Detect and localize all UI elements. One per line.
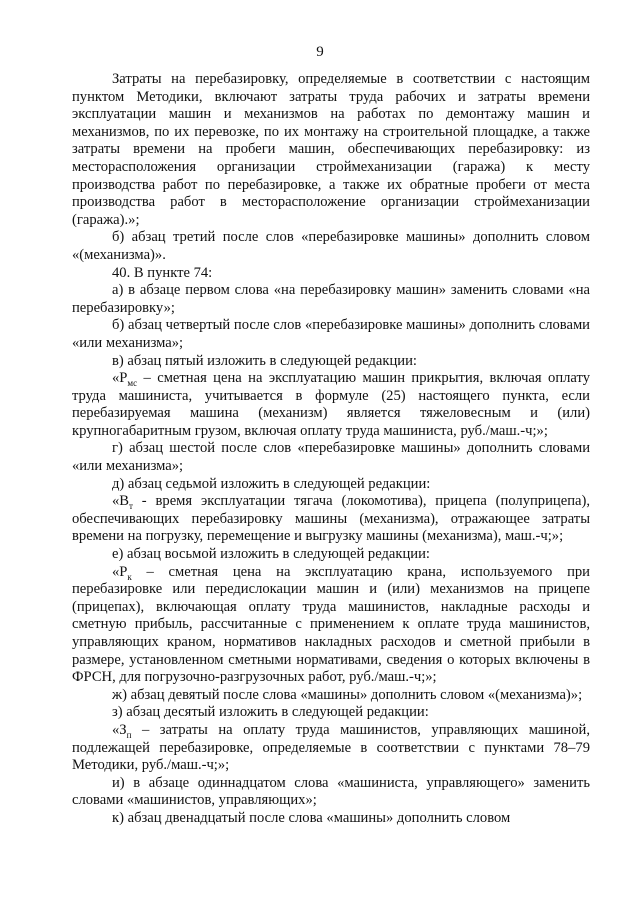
formula-definition-vt [72,493,590,546]
paragraph-zh-abzac-devyatiy: ж) абзац девятый после слова «машины» дополнить словом «(механизма)»; [112,686,583,703]
paragraph-b-abzac-tretiy: б) абзац третий после слов «перебазировке машины» дополнить словом «(механизма)». [72,229,590,263]
paragraph-e-abzac-vosmoy: е) абзац восьмой изложить в следующей редакции: [112,546,430,563]
formula-definition-pk [72,564,590,687]
paragraph-z-abzac-desyatiy: з) абзац десятый изложить в следующей редакции: [112,704,429,721]
formula-subscript: мс [127,378,138,388]
formula-subscript: п [126,729,132,740]
formula-subscript: к [127,571,132,582]
page-number: 9 [316,44,324,60]
paragraph-a-abzac-perviy: а) в абзаце первом слова «на перебазировку машин» заменить словами «на перебазировку»; [72,282,590,316]
formula-subscript: т [129,501,133,512]
formula-text: - время эксплуатации тягача (локомотива), прицепа (полуприцепа), обеспечивающих перебазировку машины (механизма), отражающее затраты времени на погрузку, перемещение и выгрузку машины (механизма), маш.-ч;»; [72,493,590,545]
formula-text: – затраты на оплату труда машинистов, управляющих машиной, подлежащей перебазировке, определяемые в соответствии с пунктами 78–79 Методики, руб./маш.-ч;»; [72,721,590,774]
formula-symbol: «В [112,493,130,510]
paragraph-v-abzac-pyatiy: в) абзац пятый изложить в следующей редакции: [112,352,417,369]
paragraph-k-abzac-dvenadcatiy: к) абзац двенадцатый после слова «машины» дополнить словом [112,809,511,826]
formula-text: – сметная цена на эксплуатацию крана, используемого при перебазировке или передислокации машин и (или) механизмов на прицепе (прицепах), включающая оплату труда машинистов, накладные расходы и сметную прибыль, рассчитанные с применением к оплате труда машинистов, управляющих краном, нормативов накладных расходов и сметной прибыли в размере, установленном сметными нормативами, сведения о которых включены в ФРСН, для погрузочно-разгрузочных работ, руб./маш.-ч;»; [72,563,590,686]
paragraph-peribazirovka-costs: Затраты на перебазировку, определяемые в соответствии с настоящим пунктом Методики, включают затраты труда рабочих и затраты времени эксплуатации машин и механизмов на работах по демонтажу машин и механизмов, по их перевозке, по их монтажу на строительной площадке, а также затраты времени на пробеги машин, обеспечивающих перебазировку: из месторасположения организации строймеханизации (гаража) к месту производства работ по перебазировке, а также их обратные пробеги от места производства работ в месторасположение организации строймеханизации (гаража).»; [72,71,590,228]
formula-symbol: «Р [112,370,128,387]
formula-symbol: «Р [112,563,128,580]
paragraph-b-abzac-chetvertiy: б) абзац четвертый после слов «перебазировке машины» дополнить словами «или механизма»; [72,317,590,351]
paragraph-d-abzac-sedmoy: д) абзац седьмой изложить в следующей редакции: [112,475,431,492]
paragraph-g-abzac-shestoy: г) абзац шестой после слов «перебазировке машины» дополнить словами «или механизма»; [72,440,590,475]
paragraph-punkt-40: 40. В пункте 74: [112,264,213,281]
formula-symbol: «З [112,721,127,738]
document-body [72,71,590,828]
formula-text: – сметная цена на эксплуатацию машин прикрытия, включая оплату труда машиниста, учитывается в формуле (25) настоящего пункта, если перебазируемая машина (механизм) является тяжеловесным и (или) крупногабаритным грузом, включая оплату труда машиниста, руб./маш.-ч;»; [72,370,590,439]
formula-definition-pms [72,370,590,440]
formula-definition-zp [72,722,590,775]
paragraph-i-abzac-odinnadcatiy: и) в абзаце одиннадцатом слова «машиниста, управляющего» заменить словами «машинистов, управляющих»; [72,774,590,809]
